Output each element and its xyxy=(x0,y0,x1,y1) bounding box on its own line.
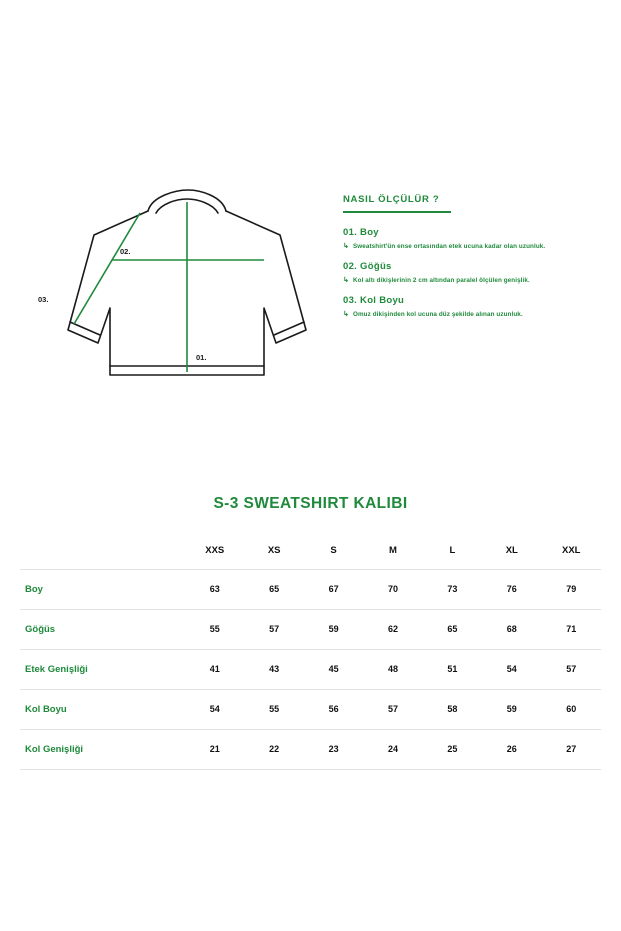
cell-etek-xl: 54 xyxy=(506,664,517,674)
cell-gogus-xl: 68 xyxy=(506,624,517,634)
table-corner-header xyxy=(20,533,185,569)
measurement-guides xyxy=(74,202,264,372)
legend-item-02-desc: Kol altı dikişlerinin 2 cm altından paralel ölçülen genişlik. xyxy=(352,276,530,284)
cell-gogus-xxl: 71 xyxy=(566,624,577,634)
arrow-right-down-icon: ↳ xyxy=(343,276,349,284)
cell-etek-s: 45 xyxy=(328,664,339,674)
cell-kolboyu-s: 56 xyxy=(328,704,339,714)
cell-kolboyu-m: 57 xyxy=(387,704,398,714)
column-header-xs: XS xyxy=(267,545,281,557)
cell-kolgenisligi-l: 25 xyxy=(447,744,458,754)
cell-kolgenisligi-xl: 26 xyxy=(506,744,517,754)
legend-item-01-desc-row xyxy=(343,243,601,250)
cell-etek-m: 48 xyxy=(387,664,398,674)
cell-gogus-xxs: 55 xyxy=(209,624,220,634)
legend-item-02 xyxy=(343,261,601,284)
diagram-label-02: 02. xyxy=(120,247,131,256)
cell-boy-s: 67 xyxy=(328,584,339,594)
legend-divider xyxy=(343,211,451,213)
cell-etek-xs: 43 xyxy=(269,664,280,674)
legend-item-03-desc: Omuz dikişinden kol ucuna düz şekilde alınan uzunluk. xyxy=(352,310,523,318)
garment-illustration xyxy=(28,180,318,390)
size-table-title: S-3 SWEATSHIRT KALIBI xyxy=(213,495,408,512)
cell-kolboyu-xxs: 54 xyxy=(209,704,220,714)
column-header-xxs: XXS xyxy=(205,545,225,557)
column-header-l: L xyxy=(449,545,456,557)
table-row xyxy=(20,609,601,649)
arrow-right-down-icon: ↳ xyxy=(343,310,349,318)
row-label-kol-genisligi: Kol Genişliği xyxy=(25,743,84,755)
diagram-label-03: 03. xyxy=(38,295,49,304)
cell-kolgenisligi-s: 23 xyxy=(328,744,339,754)
size-chart-table xyxy=(20,533,601,770)
row-label-kol-boyu: Kol Boyu xyxy=(25,703,67,715)
arrow-right-down-icon: ↳ xyxy=(343,242,349,250)
legend-item-01-head: 01. Boy xyxy=(343,226,379,238)
cell-kolboyu-xs: 55 xyxy=(269,704,280,714)
column-header-xl: XL xyxy=(505,545,518,557)
table-row xyxy=(20,689,601,729)
diagram-label-01: 01. xyxy=(196,353,207,362)
row-label-etek-genisligi: Etek Genişliği xyxy=(25,663,88,675)
column-header-m: M xyxy=(389,545,397,557)
row-label-boy: Boy xyxy=(25,583,43,595)
legend-title: NASIL ÖLÇÜLÜR ? xyxy=(343,194,440,205)
cell-gogus-l: 65 xyxy=(447,624,458,634)
column-header-xxl: XXL xyxy=(562,545,581,557)
cell-gogus-s: 59 xyxy=(328,624,339,634)
legend-item-01 xyxy=(343,227,601,250)
cell-kolgenisligi-xxs: 21 xyxy=(209,744,220,754)
cell-etek-xxl: 57 xyxy=(566,664,577,674)
cell-boy-xxs: 63 xyxy=(209,584,220,594)
cell-etek-xxs: 41 xyxy=(209,664,220,674)
cell-etek-l: 51 xyxy=(447,664,458,674)
table-row xyxy=(20,569,601,609)
legend-item-01-desc: Sweatshirt'ün ense ortasından etek ucuna kadar olan uzunluk. xyxy=(352,242,546,250)
legend-item-02-head: 02. Göğüs xyxy=(343,260,392,272)
table-row xyxy=(20,649,601,689)
cell-gogus-xs: 57 xyxy=(269,624,280,634)
sweatshirt-outline-svg xyxy=(28,180,318,390)
legend-item-03-desc-row xyxy=(343,311,601,318)
cell-kolgenisligi-xxl: 27 xyxy=(566,744,577,754)
column-header-s: S xyxy=(330,545,337,557)
cell-boy-m: 70 xyxy=(387,584,398,594)
table-row xyxy=(20,729,601,769)
measurement-legend xyxy=(343,194,601,329)
cell-kolboyu-xl: 59 xyxy=(506,704,517,714)
legend-item-02-desc-row xyxy=(343,277,601,284)
cell-boy-l: 73 xyxy=(447,584,458,594)
cell-boy-xl: 76 xyxy=(506,584,517,594)
cell-kolboyu-xxl: 60 xyxy=(566,704,577,714)
legend-item-03 xyxy=(343,295,601,318)
cell-kolboyu-l: 58 xyxy=(447,704,458,714)
cell-kolgenisligi-xs: 22 xyxy=(269,744,280,754)
cell-gogus-m: 62 xyxy=(387,624,398,634)
table-header-row xyxy=(20,533,601,569)
measurement-diagram-section xyxy=(0,150,621,410)
cell-kolgenisligi-m: 24 xyxy=(387,744,398,754)
cell-boy-xxl: 79 xyxy=(566,584,577,594)
cell-boy-xs: 65 xyxy=(269,584,280,594)
row-label-gogus: Göğüs xyxy=(25,623,56,635)
legend-item-03-head: 03. Kol Boyu xyxy=(343,294,405,306)
